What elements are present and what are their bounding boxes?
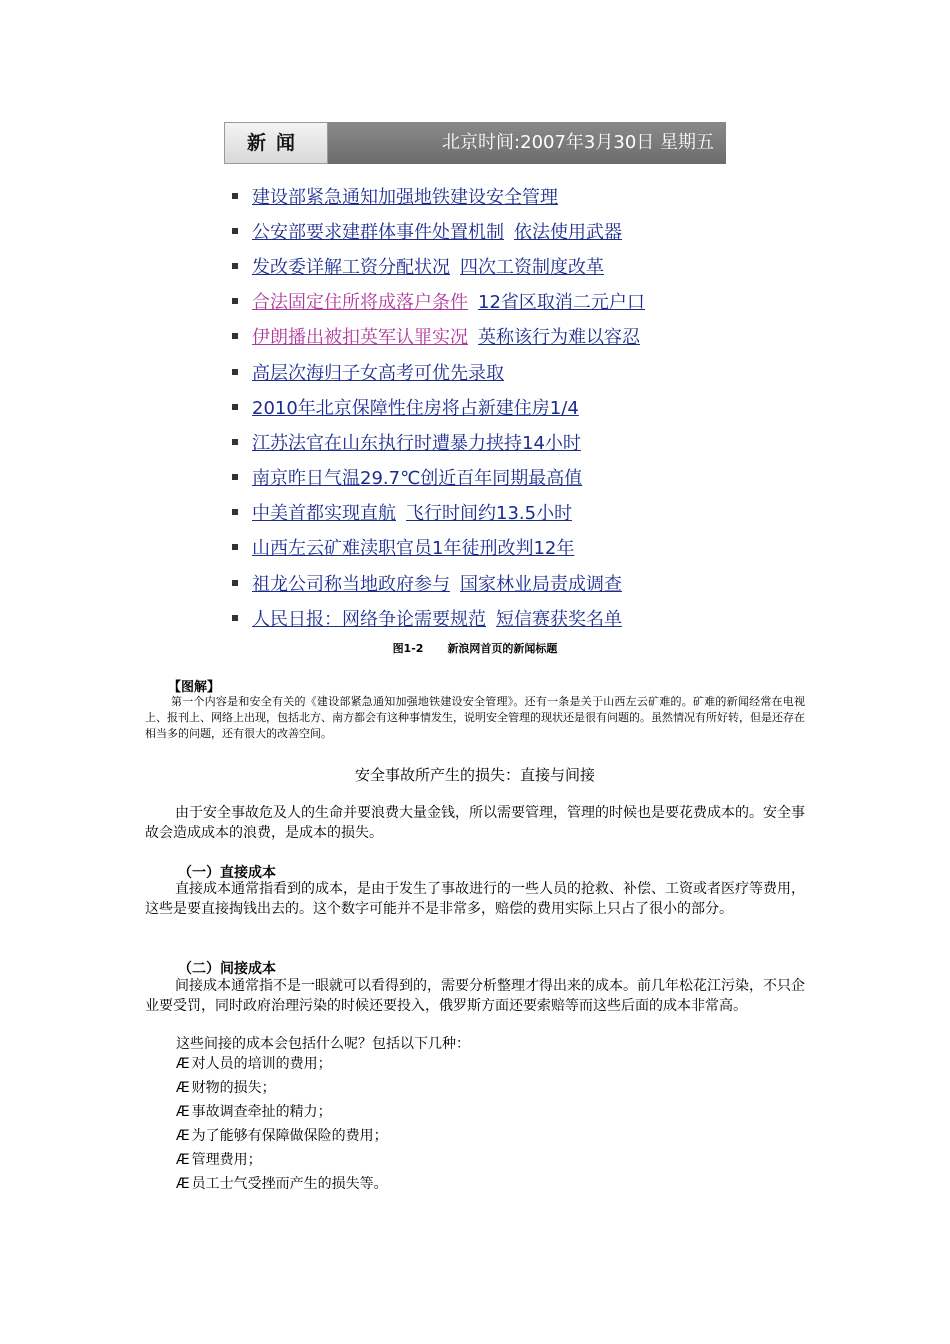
- direct-cost-heading: （一）直接成本: [178, 865, 276, 881]
- bullet-icon: [232, 263, 238, 269]
- direct-cost-paragraph: 直接成本通常指看到的成本，是由于发生了事故进行的一些人员的抢救、补偿、工资或者医疗等费用，这些是要直接掏钱出去的。这个数字可能并不是非常多，赔偿的费用实际上只占了很小的部分。: [145, 881, 805, 917]
- news-link[interactable]: 伊朗播出被扣英军认罪实况: [252, 327, 468, 349]
- list-marker: Æ: [176, 1104, 190, 1120]
- news-item: [232, 600, 645, 635]
- list-item: [176, 1126, 388, 1146]
- section-title: 安全事故所产生的损失：直接与间接: [354, 766, 595, 784]
- news-item: [232, 284, 645, 319]
- bullet-icon: [232, 509, 238, 515]
- bullet-icon: [232, 544, 238, 550]
- news-link[interactable]: 发改委详解工资分配状况: [252, 256, 450, 278]
- news-link[interactable]: 山西左云矿难渎职官员1年徒刑改判12年: [252, 538, 575, 560]
- list-item: [176, 1054, 332, 1074]
- news-item: [232, 565, 645, 600]
- list-item: [176, 1150, 262, 1170]
- list-marker: Æ: [176, 1152, 190, 1168]
- bullet-icon: [232, 333, 238, 339]
- news-link[interactable]: 12省区取消二元户口: [478, 292, 645, 314]
- news-link[interactable]: 短信赛获奖名单: [496, 608, 622, 630]
- list-item: [176, 1078, 276, 1098]
- news-item: [232, 389, 645, 424]
- bullet-icon: [232, 615, 238, 621]
- news-item: [232, 319, 645, 354]
- news-list: [232, 178, 645, 635]
- indirect-cost-lead: 这些间接的成本会包括什么呢？包括以下几种：: [176, 1036, 470, 1052]
- news-header: [224, 122, 726, 164]
- bullet-icon: [232, 474, 238, 480]
- indirect-cost-paragraph: 间接成本通常指不是一眼就可以看得到的，需要分析整理才得出来的成本。前几年松花江污染，不只企业要受罚，同时政府治理污染的时候还要投入，俄罗斯方面还要索赔等而这些后面的成本非常高。: [145, 978, 805, 1014]
- news-item: [232, 178, 645, 213]
- list-marker: Æ: [176, 1128, 190, 1144]
- bullet-icon: [232, 404, 238, 410]
- news-item: [232, 424, 645, 459]
- list-item: [176, 1174, 388, 1194]
- news-link[interactable]: 中美首都实现直航: [252, 503, 396, 525]
- news-item: [232, 495, 645, 530]
- news-item: [232, 460, 645, 495]
- news-link[interactable]: 国家林业局责成调查: [460, 573, 622, 595]
- bullet-icon: [232, 369, 238, 375]
- list-marker: Æ: [176, 1176, 190, 1192]
- news-item: [232, 248, 645, 283]
- news-link[interactable]: 祖龙公司称当地政府参与: [252, 573, 450, 595]
- list-marker: Æ: [176, 1056, 190, 1072]
- illustration-heading: 【图解】: [168, 680, 221, 695]
- bullet-icon: [232, 193, 238, 199]
- bullet-icon: [232, 580, 238, 586]
- news-item: [232, 354, 645, 389]
- bullet-icon: [232, 439, 238, 445]
- news-link[interactable]: 南京昨日气温29.7℃创近百年同期最高值: [252, 468, 583, 490]
- news-link[interactable]: 高层次海归子女高考可优先录取: [252, 362, 504, 384]
- news-link[interactable]: 英称该行为难以容忍: [478, 327, 640, 349]
- news-link[interactable]: 2010年北京保障性住房将占新建住房1/4: [252, 397, 579, 419]
- news-tab[interactable]: 新闻: [224, 122, 328, 164]
- figure-number: 图1-2: [392, 642, 424, 655]
- figure-caption-text: 新浪网首页的新闻标题: [447, 642, 558, 655]
- news-item: [232, 530, 645, 565]
- news-link[interactable]: 四次工资制度改革: [460, 256, 604, 278]
- list-item-text: 员工士气受挫而产生的损失等。: [191, 1176, 388, 1192]
- illustration-text: 第一个内容是和安全有关的《建设部紧急通知加强地铁建设安全管理》。还有一条是关于山西左云矿难的。矿难的新闻经常在电视上、报刊上、网络上出现，包括北方、南方都会有这种事情发生，说明安全管理的现状还是很有问题的。虽然情况有所好转，但是还存在相当多的问题，还有很大的改善空间。: [145, 695, 805, 740]
- list-item-text: 事故调查牵扯的精力；: [191, 1104, 332, 1120]
- news-link[interactable]: 人民日报：网络争论需要规范: [252, 608, 486, 630]
- indirect-cost-heading: （二）间接成本: [178, 961, 276, 977]
- news-link[interactable]: 依法使用武器: [514, 221, 622, 243]
- list-item-text: 管理费用；: [191, 1152, 262, 1168]
- list-item: [176, 1102, 332, 1122]
- news-link[interactable]: 建设部紧急通知加强地铁建设安全管理: [252, 186, 558, 208]
- news-link[interactable]: 江苏法官在山东执行时遭暴力挟持14小时: [252, 432, 581, 454]
- news-figure: [224, 122, 726, 636]
- intro-paragraph: 由于安全事故危及人的生命并要浪费大量金钱，所以需要管理，管理的时候也是要花费成本的。安全事故会造成成本的浪费，是成本的损失。: [145, 805, 805, 841]
- news-date: 北京时间:2007年3月30日 星期五: [328, 122, 726, 164]
- list-item-text: 对人员的培训的费用；: [191, 1056, 332, 1072]
- bullet-icon: [232, 298, 238, 304]
- news-item: [232, 213, 645, 248]
- bullet-icon: [232, 228, 238, 234]
- list-marker: Æ: [176, 1080, 190, 1096]
- news-link[interactable]: 飞行时间约13.5小时: [406, 503, 573, 525]
- news-link[interactable]: 公安部要求建群体事件处置机制: [252, 221, 504, 243]
- news-link[interactable]: 合法固定住所将成落户条件: [252, 292, 468, 314]
- list-item-text: 为了能够有保障做保险的费用；: [191, 1128, 388, 1144]
- figure-caption: [0, 640, 950, 656]
- list-item-text: 财物的损失；: [191, 1080, 276, 1096]
